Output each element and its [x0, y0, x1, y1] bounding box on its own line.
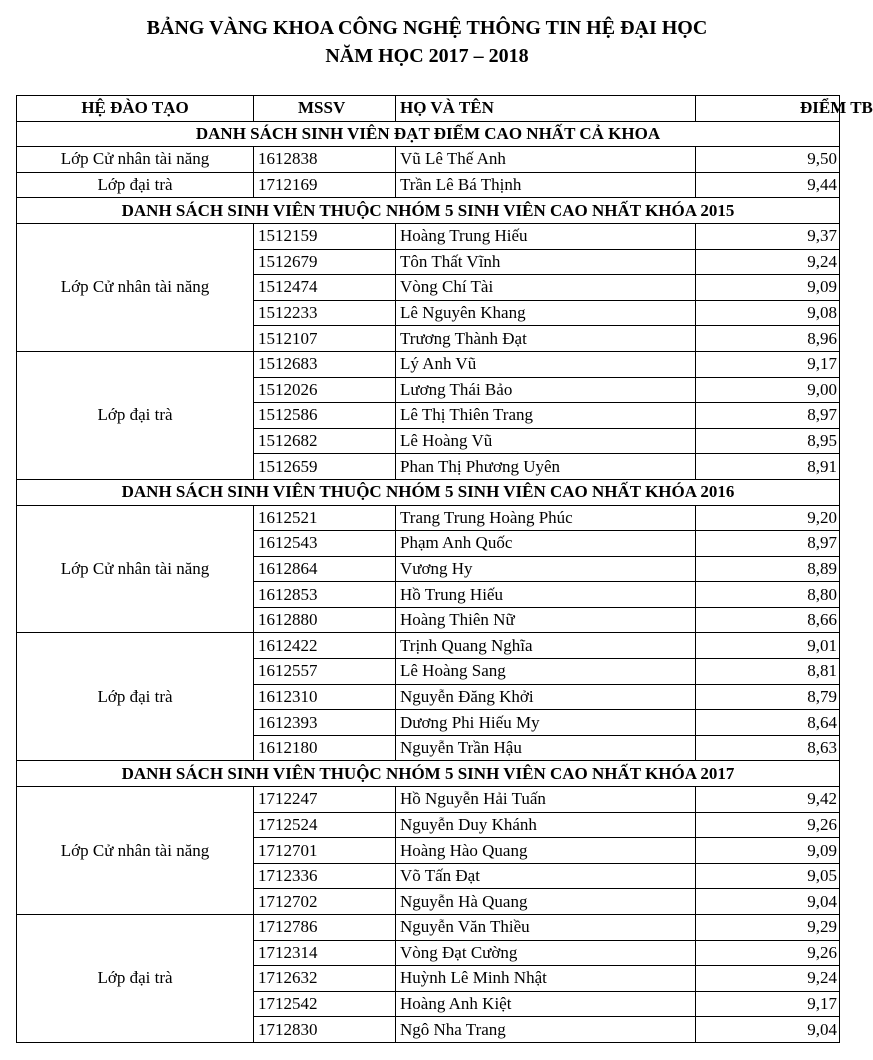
student-name-cell: Trang Trung Hoàng Phúc [396, 505, 696, 531]
student-id-cell: 1612180 [254, 735, 396, 761]
student-id-cell: 1512159 [254, 223, 396, 249]
header-row [17, 96, 840, 122]
student-name-cell: Vòng Đạt Cường [396, 940, 696, 966]
student-name-cell: Hồ Nguyễn Hải Tuấn [396, 787, 696, 813]
header-student-id: MSSV [254, 96, 396, 122]
student-name-cell: Hoàng Thiên Nữ [396, 607, 696, 633]
gpa-cell: 9,37 [696, 223, 840, 249]
section-title: DANH SÁCH SINH VIÊN THUỘC NHÓM 5 SINH VIÊN CAO NHẤT KHÓA 2015 [17, 198, 840, 224]
student-name-cell: Tôn Thất Vĩnh [396, 249, 696, 275]
honor-roll-table [16, 95, 873, 1043]
student-id-cell: 1612557 [254, 659, 396, 685]
student-name-cell: Trịnh Quang Nghĩa [396, 633, 696, 659]
program-cell: Lớp đại trà [17, 351, 254, 479]
student-name-cell: Hoàng Anh Kiệt [396, 991, 696, 1017]
student-name-cell: Dương Phi Hiếu My [396, 710, 696, 736]
program-cell: Lớp Cử nhân tài năng [17, 787, 254, 915]
gpa-cell: 8,97 [696, 531, 840, 557]
student-id-cell: 1612310 [254, 684, 396, 710]
section-title: DANH SÁCH SINH VIÊN ĐẠT ĐIỂM CAO NHẤT CẢ KHOA [17, 121, 840, 147]
program-cell: Lớp đại trà [17, 172, 254, 198]
section-row [17, 121, 840, 147]
student-id-cell: 1612838 [254, 147, 396, 173]
program-cell: Lớp đại trà [17, 915, 254, 1043]
student-id-cell: 1612422 [254, 633, 396, 659]
program-cell: Lớp đại trà [17, 633, 254, 761]
student-id-cell: 1512682 [254, 428, 396, 454]
section-row [17, 479, 840, 505]
student-name-cell: Nguyễn Văn Thiều [396, 915, 696, 941]
student-name-cell: Lý Anh Vũ [396, 351, 696, 377]
table-row [17, 787, 840, 813]
gpa-cell: 9,00 [696, 377, 840, 403]
table-row [17, 223, 840, 249]
gpa-cell: 9,24 [696, 249, 840, 275]
student-name-cell: Ngô Nha Trang [396, 1017, 696, 1043]
gpa-cell: 8,97 [696, 403, 840, 429]
gpa-cell: 9,04 [696, 1017, 840, 1043]
student-id-cell: 1612864 [254, 556, 396, 582]
student-id-cell: 1712701 [254, 838, 396, 864]
section-row [17, 198, 840, 224]
gpa-cell: 9,44 [696, 172, 840, 198]
student-name-cell: Hoàng Trung Hiếu [396, 223, 696, 249]
student-id-cell: 1612521 [254, 505, 396, 531]
document-title: BẢNG VÀNG KHOA CÔNG NGHỆ THÔNG TIN HỆ ĐẠI HỌC [146, 17, 708, 39]
table-row [17, 351, 840, 377]
student-name-cell: Vòng Chí Tài [396, 275, 696, 301]
gpa-cell: 8,96 [696, 326, 840, 352]
student-id-cell: 1612393 [254, 710, 396, 736]
student-id-cell: 1712786 [254, 915, 396, 941]
gpa-cell: 9,05 [696, 863, 840, 889]
student-id-cell: 1512107 [254, 326, 396, 352]
student-id-cell: 1712542 [254, 991, 396, 1017]
student-id-cell: 1512233 [254, 300, 396, 326]
header-program: HỆ ĐÀO TẠO [17, 96, 254, 122]
gpa-cell: 9,04 [696, 889, 840, 915]
table-row [17, 915, 840, 941]
student-id-cell: 1512026 [254, 377, 396, 403]
gpa-cell: 9,26 [696, 812, 840, 838]
table-row [17, 633, 840, 659]
student-name-cell: Hoàng Hào Quang [396, 838, 696, 864]
student-id-cell: 1712524 [254, 812, 396, 838]
student-name-cell: Trương Thành Đạt [396, 326, 696, 352]
program-cell: Lớp Cử nhân tài năng [17, 223, 254, 351]
student-id-cell: 1712247 [254, 787, 396, 813]
gpa-cell: 9,24 [696, 966, 840, 992]
gpa-cell: 8,79 [696, 684, 840, 710]
gpa-cell: 9,09 [696, 275, 840, 301]
academic-year: NĂM HỌC 2017 – 2018 [325, 45, 529, 67]
student-id-cell: 1512474 [254, 275, 396, 301]
gpa-cell: 8,80 [696, 582, 840, 608]
section-title: DANH SÁCH SINH VIÊN THUỘC NHÓM 5 SINH VIÊN CAO NHẤT KHÓA 2017 [17, 761, 840, 787]
student-id-cell: 1512683 [254, 351, 396, 377]
program-cell: Lớp Cử nhân tài năng [17, 505, 254, 633]
student-id-cell: 1712702 [254, 889, 396, 915]
student-name-cell: Lê Thị Thiên Trang [396, 403, 696, 429]
student-name-cell: Lê Nguyên Khang [396, 300, 696, 326]
table-row [17, 172, 840, 198]
student-id-cell: 1612543 [254, 531, 396, 557]
student-id-cell: 1712830 [254, 1017, 396, 1043]
gpa-cell: 9,01 [696, 633, 840, 659]
table-row [17, 505, 840, 531]
student-id-cell: 1512679 [254, 249, 396, 275]
table-row [17, 147, 840, 173]
student-name-cell: Phạm Anh Quốc [396, 531, 696, 557]
gpa-cell: 9,20 [696, 505, 840, 531]
student-name-cell: Nguyễn Trần Hậu [396, 735, 696, 761]
section-title: DANH SÁCH SINH VIÊN THUỘC NHÓM 5 SINH VIÊN CAO NHẤT KHÓA 2016 [17, 479, 840, 505]
student-name-cell: Lê Hoàng Sang [396, 659, 696, 685]
student-name-cell: Nguyễn Đăng Khởi [396, 684, 696, 710]
gpa-cell: 9,42 [696, 787, 840, 813]
student-name-cell: Lương Thái Bảo [396, 377, 696, 403]
student-id-cell: 1712632 [254, 966, 396, 992]
student-name-cell: Hồ Trung Hiếu [396, 582, 696, 608]
student-id-cell: 1712336 [254, 863, 396, 889]
student-name-cell: Lê Hoàng Vũ [396, 428, 696, 454]
gpa-cell: 8,91 [696, 454, 840, 480]
student-id-cell: 1712169 [254, 172, 396, 198]
student-id-cell: 1512659 [254, 454, 396, 480]
gpa-cell: 8,66 [696, 607, 840, 633]
student-name-cell: Phan Thị Phương Uyên [396, 454, 696, 480]
gpa-cell: 9,50 [696, 147, 840, 173]
gpa-cell: 9,17 [696, 351, 840, 377]
table-body [17, 121, 840, 1042]
gpa-cell: 9,09 [696, 838, 840, 864]
program-cell: Lớp Cử nhân tài năng [17, 147, 254, 173]
gpa-cell: 9,29 [696, 915, 840, 941]
header-full-name: HỌ VÀ TÊN [396, 96, 696, 122]
gpa-cell: 9,08 [696, 300, 840, 326]
student-name-cell: Vũ Lê Thế Anh [396, 147, 696, 173]
student-name-cell: Nguyễn Hà Quang [396, 889, 696, 915]
header-gpa: ĐIỂM TB [696, 96, 840, 122]
student-name-cell: Võ Tấn Đạt [396, 863, 696, 889]
student-name-cell: Trần Lê Bá Thịnh [396, 172, 696, 198]
gpa-cell: 9,17 [696, 991, 840, 1017]
student-id-cell: 1712314 [254, 940, 396, 966]
student-name-cell: Huỳnh Lê Minh Nhật [396, 966, 696, 992]
gpa-cell: 8,63 [696, 735, 840, 761]
section-row [17, 761, 840, 787]
student-id-cell: 1612853 [254, 582, 396, 608]
student-id-cell: 1512586 [254, 403, 396, 429]
gpa-cell: 8,64 [696, 710, 840, 736]
gpa-cell: 8,89 [696, 556, 840, 582]
student-name-cell: Nguyễn Duy Khánh [396, 812, 696, 838]
gpa-cell: 9,26 [696, 940, 840, 966]
gpa-cell: 8,81 [696, 659, 840, 685]
student-id-cell: 1612880 [254, 607, 396, 633]
gpa-cell: 8,95 [696, 428, 840, 454]
student-name-cell: Vương Hy [396, 556, 696, 582]
